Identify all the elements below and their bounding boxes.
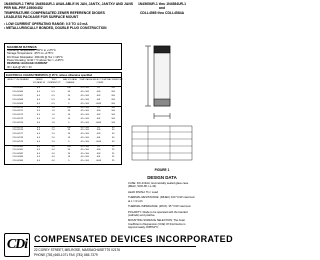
design-data-paragraph: POLARITY: Diode to be operated with the banded (cathode) end positive. (128, 210, 188, 217)
design-data-paragraph: THERMAL RESISTANCE: (RθJEC) 100 °C/W maximum at L = 0 inch (128, 196, 195, 203)
design-data-paragraph: CASE: DO-213AA, Hermetically sealed glass case (MELF, SOD-80, LL-34) (128, 182, 189, 189)
table-cell: CDLL4570 (12, 107, 24, 110)
table-cell: 20 (67, 94, 71, 97)
table-cell: CDLL4583 (12, 156, 24, 159)
part-range-subtitle: CDLL4565 thru CDLL4584A (139, 10, 185, 15)
table-cell: 50 (67, 129, 71, 132)
table-cell: 100 (111, 114, 115, 117)
table-cell: 6.4 (36, 98, 40, 101)
table-cell: 6.4 (36, 94, 40, 97)
table-cell: .01 (96, 87, 100, 90)
table-cell: .001 (96, 117, 101, 120)
table-cell: CDLL4571 (12, 110, 24, 113)
column-header: ZENER VOLTAGE VZ (32, 79, 46, 84)
table-cell: CDLL4566 (12, 91, 24, 94)
table-cell: -55 +100 (80, 148, 89, 151)
maximum-ratings-title: MAXIMUM RATINGS (7, 45, 37, 49)
table-cell: CDLL4565 (12, 87, 24, 90)
table-cell: .0005 (95, 102, 102, 105)
table-cell: 1.0 (51, 117, 55, 120)
table-cell: 200 (111, 87, 115, 90)
feature-bullet: • METALLURGICALLY BONDED, DOUBLE PLUG CONSTRUCTION (4, 26, 107, 31)
table-cell: 6.4 (36, 129, 40, 132)
table-cell: 6.4 (36, 160, 40, 163)
table-cell: 0.5 (51, 94, 55, 97)
table-cell: 2.0 (51, 141, 55, 143)
table-cell: 100 (111, 110, 115, 113)
table-cell: -55 +100 (80, 156, 89, 159)
table-cell: 200 (111, 98, 115, 101)
table-cell: CDLL4577 (12, 133, 24, 136)
table-cell: -55 +100 (80, 145, 89, 148)
table-cell: 25 (111, 152, 115, 155)
table-cell: -55 +100 (80, 129, 89, 132)
table-cell: 200 (111, 91, 115, 94)
table-cell: CDLL4580 (12, 145, 24, 148)
table-cell: 2.0 (51, 137, 55, 140)
table-cell: 100 (67, 87, 71, 90)
company-phone: PHONE (781) 665-1071 FAX (781) 665-7379 (34, 252, 98, 257)
table-cell: .01 (96, 107, 100, 110)
header-line: 1N4565UR-1 THRU 1N4584UR-1 AVAILABLE IN JAN, JANTX, JANTXV AND JANS (4, 2, 134, 6)
design-data-paragraph: THERMAL IMPEDANCE: (ZθJX): 35 °C/W maximum (128, 205, 191, 209)
table-cell: -55 +100 (80, 91, 89, 94)
rating-line: Operating Temperature: -65°C to +175°C (7, 49, 56, 52)
table-cell: 25 (111, 156, 115, 159)
table-cell: 1.0 (51, 121, 55, 124)
table-cell: 20 (67, 133, 71, 136)
table-cell: CDLL4568 (12, 98, 24, 101)
feature-bullets (4, 22, 107, 31)
table-cell: 25 (111, 148, 115, 151)
column-header: JEDEC TYPE NUMBER (7, 79, 29, 82)
table-cell: 50 (111, 141, 115, 143)
design-data-paragraph: MOUNTING SURFACE SELECTION: The Axial Coefficient of Expansion (COE) Of this Device is Approximately ±6PPM/°C. (128, 219, 186, 229)
table-cell: 6.4 (36, 148, 40, 151)
table-cell: -55 +100 (80, 160, 89, 163)
table-cell: 100 (111, 107, 115, 110)
table-cell: 0.5 (51, 91, 55, 94)
table-cell: 6.4 (36, 137, 40, 140)
table-cell: 50 (111, 129, 115, 132)
table-cell: 6.4 (36, 117, 40, 120)
table-cell: CDLL4573 (12, 117, 24, 120)
table-cell: 2.0 (51, 129, 55, 132)
table-cell: 50 (111, 133, 115, 136)
table-cell: 100 (67, 126, 71, 129)
table-cell: 50 (67, 148, 71, 151)
electrical-characteristics-table (4, 72, 122, 165)
table-cell: 50 (67, 91, 71, 94)
table-cell: 4.0 (51, 152, 55, 155)
table-cell: .001 (96, 137, 101, 140)
table-cell: .0005 (95, 160, 102, 163)
table-cell: 0.5 (51, 98, 55, 101)
table-row (5, 122, 121, 126)
table-row (5, 160, 121, 164)
table-cell: 100 (67, 145, 71, 148)
table-cell: CDLL4579 (12, 141, 24, 143)
table-cell: 10 (67, 137, 71, 140)
table-cell: -55 +100 (80, 117, 89, 120)
column-header: TEST CURRENT IZT (47, 79, 61, 84)
column-header: EFFECT TEMP COEFF (93, 79, 107, 84)
figure-label: FIGURE 1 (154, 168, 170, 172)
feature-bullet: • LOW CURRENT OPERATING RANGE: 0.5 TO 4.0 mA (4, 22, 88, 26)
rating-line: IR = 2μA @ VR = 3V (7, 65, 32, 69)
part-range-and: and (158, 6, 166, 11)
table-cell: -55 +100 (80, 141, 89, 143)
table-cell: 5 (68, 141, 70, 143)
table-cell: -55 +100 (80, 152, 89, 155)
table-cell: CDLL4567 (12, 94, 24, 97)
table-cell: -55 +100 (80, 87, 89, 90)
table-cell: 5 (68, 160, 70, 163)
table-cell: .0005 (95, 121, 102, 124)
table-cell: 6.4 (36, 156, 40, 159)
table-cell: .001 (96, 98, 101, 101)
anode-cap (154, 99, 170, 106)
header-left (4, 2, 134, 19)
table-cell: 0.5 (51, 87, 55, 90)
table-cell: 25 (111, 160, 115, 163)
table-cell: 10 (67, 156, 71, 159)
table-cell: 2.0 (51, 126, 55, 129)
table-cell: CDLL4581 (12, 148, 24, 151)
table-cell: .01 (96, 145, 100, 148)
table-cell: 5 (68, 102, 70, 105)
cathode-band (154, 46, 170, 53)
table-cell: 25 (111, 145, 115, 148)
table-cell: .005 (96, 110, 101, 113)
design-data (128, 175, 196, 231)
table-body (5, 87, 121, 164)
table-cell: 6.4 (36, 102, 40, 105)
table-cell: 6.4 (36, 114, 40, 117)
table-cell: 1.0 (51, 114, 55, 117)
table-caption: ELECTRICAL CHARACTERISTICS @ 25°C, unless otherwise specified (5, 73, 121, 78)
table-cell: CDLL4584 (12, 160, 24, 163)
table-cell: CDLL4578 (12, 137, 24, 140)
part-range-title: 1N4565UR-1 thru 1N4584UR-1 (137, 2, 187, 6)
table-cell: 100 (67, 107, 71, 110)
table-cell: 50 (111, 126, 115, 129)
table-cell: 6.4 (36, 121, 40, 124)
table-cell: 6.4 (36, 91, 40, 94)
table-cell: 10 (67, 117, 71, 120)
table-cell: 100 (111, 117, 115, 120)
diode-body (154, 46, 170, 106)
table-cell: .001 (96, 156, 101, 159)
table-cell: CDLL4572 (12, 114, 24, 117)
table-cell: 5 (68, 121, 70, 124)
table-cell: .002 (96, 94, 101, 97)
table-cell: 200 (111, 102, 115, 105)
rating-line: DC Power Dissipation: 400mW @ Tec = 125°C (7, 55, 63, 59)
package-outline-diagram (128, 26, 196, 166)
table-cell: 4.0 (51, 148, 55, 151)
table-cell: 50 (67, 110, 71, 113)
table-row (5, 141, 121, 145)
table-cell: 6.4 (36, 126, 40, 129)
table-cell: -55 +100 (80, 137, 89, 140)
maximum-ratings-box (4, 43, 122, 70)
header-line: TEMPERATURE COMPENSATED ZENER REFERENCE DIODES (4, 10, 105, 15)
table-cell: -55 +100 (80, 107, 89, 110)
column-header: MAX ZENER IMP (107, 79, 123, 82)
table-cell: 2.0 (51, 133, 55, 136)
table-cell: 1.0 (51, 110, 55, 113)
table-row (5, 103, 121, 107)
table-cell: .005 (96, 129, 101, 132)
company-name: COMPENSATED DEVICES INCORPORATED (34, 234, 233, 244)
table-cell: 10 (67, 98, 71, 101)
table-cell: .002 (96, 152, 101, 155)
table-cell: .005 (96, 91, 101, 94)
rating-line: Power Derating: 4mW / °C above Tec = +125°C (7, 58, 64, 62)
column-header: TEMP RANGE (79, 79, 93, 82)
footer-divider (34, 246, 196, 247)
table-cell: .01 (96, 126, 100, 129)
table-cell: 6.4 (36, 133, 40, 136)
table-cell: CDLL4575 (12, 126, 24, 129)
table-cell: 4.0 (51, 156, 55, 159)
table-cell: 6.4 (36, 87, 40, 90)
table-cell: CDLL4569 (12, 102, 24, 105)
table-cell: 20 (67, 114, 71, 117)
table-cell: 4.0 (51, 160, 55, 163)
table-cell: 6.4 (36, 107, 40, 110)
table-cell: -55 +100 (80, 98, 89, 101)
table-cell: 200 (111, 94, 115, 97)
table-cell: 1.0 (51, 107, 55, 110)
company-logo: CDi (4, 233, 30, 257)
table-cell: .002 (96, 133, 101, 136)
table-cell: -55 +100 (80, 133, 89, 136)
table-cell: CDLL4574 (12, 121, 24, 124)
table-cell: .005 (96, 148, 101, 151)
rating-line: Storage Temperature: -65°C to +175°C (7, 52, 54, 56)
table-cell: -55 +100 (80, 114, 89, 117)
table-cell: CDLL4576 (12, 129, 24, 132)
header-line: LEADLESS PACKAGE FOR SURFACE MOUNT (4, 14, 79, 19)
table-cell: -55 +100 (80, 102, 89, 105)
table-cell: .0005 (95, 141, 102, 143)
table-cell: 6.4 (36, 110, 40, 113)
table-cell: .002 (96, 114, 101, 117)
table-cell: 6.4 (36, 141, 40, 143)
table-cell: -55 +100 (80, 94, 89, 97)
table-header (5, 78, 121, 87)
table-cell: 6.4 (36, 152, 40, 155)
table-cell: -55 +100 (80, 121, 89, 124)
design-data-paragraph: LEAD FINISH: Tin / Lead (128, 190, 158, 194)
dimension-table (132, 126, 192, 160)
design-data-heading: DESIGN DATA (147, 175, 177, 180)
table-cell: -55 +100 (80, 110, 89, 113)
table-cell: 100 (111, 121, 115, 124)
company-address: 22 COREY STREET, MELROSE, MASSACHUSETTS 02176 (34, 248, 121, 252)
rating-line: REVERSE LEAKAGE CURRENT (7, 62, 48, 66)
table-cell: -55 +100 (80, 126, 89, 129)
header-line: PER MIL-PRF-19500/452 (4, 6, 43, 11)
table-cell: 0.5 (51, 102, 55, 105)
table-cell: 6.4 (36, 145, 40, 148)
table-cell: 20 (67, 152, 71, 155)
column-header: MAX VOLTAGE CHANGE (62, 79, 78, 84)
table-cell: 50 (111, 137, 115, 140)
header-right (128, 2, 196, 15)
table-cell: CDLL4582 (12, 152, 24, 155)
table-cell: 4.0 (51, 145, 55, 148)
